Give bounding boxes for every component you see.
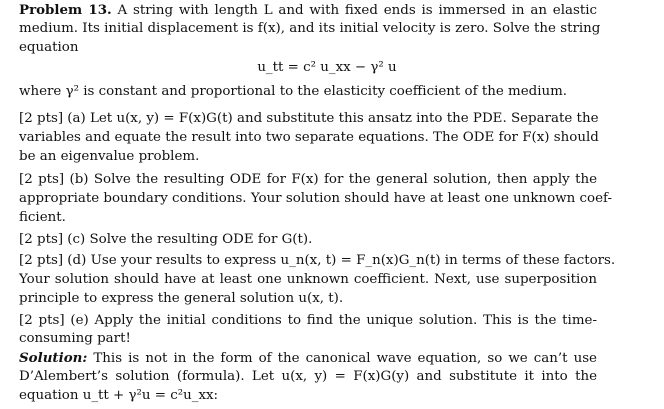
part-d-line-2: Your solution should have at least one unknown coefficient. Next, use superposition [19, 272, 597, 287]
solution-line-2: D’Alembert’s solution (formula). Let u(x, y) = F(x)G(y) and substitute it into the [19, 369, 597, 384]
part-b-line-3: ficient. [19, 210, 66, 225]
solution-line-1: Solution: This is not in the form of the canonical wave equation, so we can’t use [19, 350, 597, 366]
problem-intro-line-1: Problem 13. A string with length L and with fixed ends is immersed in an elastic [19, 2, 597, 18]
part-e-line-2: consuming part! [19, 331, 131, 346]
part-e-line-1: [2 pts] (e) Apply the initial conditions to find the unique solution. This is the time- [19, 313, 597, 328]
part-b-line-2: appropriate boundary conditions. Your solution should have at least one unknown coef- [19, 191, 613, 206]
pde-equation: u_tt = c² u_xx − γ² u [257, 60, 397, 75]
problem-intro-line-2: medium. Its initial displacement is f(x), and its initial velocity is zero. Solve the string [19, 21, 601, 36]
solution-line-3: equation u_tt + γ²u = c²u_xx: [19, 388, 219, 403]
part-a-line-1: [2 pts] (a) Let u(x, y) = F(x)G(t) and substitute this ansatz into the PDE. Separate the [19, 111, 599, 126]
problem-title: Problem 13. [19, 2, 112, 18]
part-b-line-1: [2 pts] (b) Solve the resulting ODE for F(x) for the general solution, then apply the [19, 172, 597, 187]
problem-intro-line-3: equation [19, 40, 79, 55]
part-a-line-2: variables and equate the result into two separate equations. The ODE for F(x) should [19, 130, 599, 145]
part-d-line-3: principle to express the general solution u(x, t). [19, 291, 344, 306]
part-a-line-3: be an eigenvalue problem. [19, 149, 200, 164]
where-line: where γ² is constant and proportional to the elasticity coefficient of the medium. [19, 84, 568, 99]
part-c-line-1: [2 pts] (c) Solve the resulting ODE for G(t). [19, 232, 313, 247]
part-d-line-1: [2 pts] (d) Use your results to express u_n(x, t) = F_n(x)G_n(t) in terms of these factors. [19, 253, 616, 268]
solution-label: Solution: [19, 350, 88, 366]
